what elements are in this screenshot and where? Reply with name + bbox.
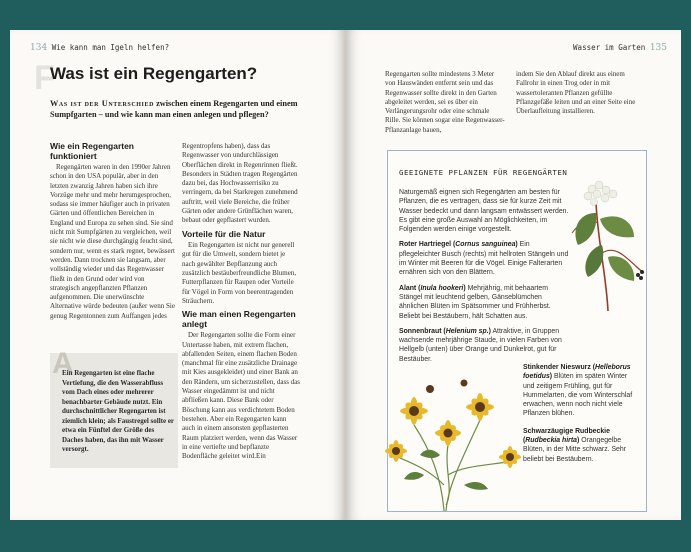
running-head-left bbox=[30, 43, 169, 53]
paragraph-continuation: Regentropfens haben), dass das Regenwasser von undurchlässigen Oberflächen direkt in Regenrinnen fließt. Besonders in Städten tragen Regengärten dazu bei, das Hochwasserrisiko zu verringern, da bei Starkregen zunehmend auftritt, weil viele Bereiche, die früher Gärten oder andere Grünflächen waren, bebaut oder gepflastert wurden. bbox=[182, 142, 298, 225]
definition-callout bbox=[50, 347, 178, 468]
callout-drop-letter: A bbox=[52, 347, 74, 380]
section-heading-benefits: Vorteile für die Natur bbox=[182, 228, 266, 239]
article-title: Was ist ein Regengarten? bbox=[50, 64, 258, 83]
running-head-right-text: Wasser im Garten bbox=[573, 43, 646, 52]
page-number-left: 134 bbox=[30, 43, 48, 53]
lead-smallcaps: Was ist der Unterschied bbox=[50, 99, 154, 108]
helenium-illustration bbox=[384, 365, 524, 511]
plant-entry: Schwarzäugige Rudbeckie (Rudbeckia hirta) Orangegelbe Blüten, in der Mitte schwarz. Sehr beliebt bei Bestäubern. bbox=[523, 427, 627, 463]
plant-entry: Alant (Inula hookeri) Mehrjährig, mit behaartem Stängel mit leuchtend gelben, Gänseblümchen ähnlichen Blüten im Spätsommer und Frühherbst. Beliebt bei Bestäubern, hält Schatten aus. bbox=[399, 284, 551, 320]
drop-letter-f: F bbox=[34, 59, 55, 97]
plants-box-title: GEEIGNETE PFLANZEN FÜR REGENGÄRTEN bbox=[399, 168, 568, 177]
plant-entry: Roter Hartriegel (Cornus sanguinea) Ein pflegeleichter Busch (rechts) mit hellroten Stängeln und im Winter mit Beeren für die Vögel. Einige Falterarten ernähren sich von den Blättern. bbox=[399, 241, 569, 277]
callout-text: Ein Regengarten ist eine flache Vertiefung, die den Wasserabfluss vom Dach eines oder mehrerer benachbarter Gebäude nutzt. Ein durchschnittlicher Regengarten ist ziemlich klein; als Faustregel sollte er etwa ein Fünftel der Größe des Daches haben, das ihn mit Wasser versorgt. bbox=[62, 369, 174, 453]
paragraph-build: Der Regengarten sollte die Form einer Untertasse haben, mit extrem flachen, abfallenden Seiten, einem flachen Boden (manchmal für eine zusätzliche Drainage mit Kies ausgekleidet) und einer Bank an den Rändern, um sicherzustellen, dass das Wasser eingedämmt ist und nicht abfließen kann. Diese Bank oder Böschung kann aus verdichtetem Boden bestehen. Aber ein Regengarten kann auch in einem ansonsten gepflasterten Raum platziert werden, wenn das Wasser in eine vertiefte und bepflanzte Bodenfläche geleitet wird.Ein bbox=[182, 331, 300, 461]
right-column-2: indem Sie den Ablauf direkt aus einem Fallrohr in einen Trog oder in mit wassertoleranten Pflanzen gefüllte Pflanzgefäße leiten und an einer Seite eine Überlaufleitung installieren. bbox=[516, 70, 636, 116]
book-spread bbox=[10, 30, 681, 520]
plants-box-lower bbox=[523, 363, 638, 472]
plant-entry: Sonnenbraut (Helenium sp.) Attraktive, in Gruppen wachsende mehrjährige Staude, in vielen Farben von Hellgelb (unten) über Orange und Dunkelrot, gut für Bestäuber. bbox=[399, 327, 562, 363]
lead-paragraph bbox=[50, 98, 330, 120]
right-column-1: Regengarten sollte mindestens 3 Meter von Hauswänden entfernt sein und das Regenwasser sollte direkt in den Garten abgeleitet werden, sei es über ein Verlängerungsrohr oder eine schmale Rille. Sie können sogar eine Regenwasser-Pflanzanlage bauen, bbox=[385, 70, 505, 134]
plants-intro: Naturgemäß eignen sich Regengärten am besten für Pflanzen, die es vertragen, dass sie für kurze Zeit mit Wasser bedeckt und dann langsam entwässert werden. Es gibt eine große Auswahl an Möglichkeiten, im Folgenden werden einige vorgestellt. bbox=[399, 189, 569, 234]
helenium-flower bbox=[400, 397, 428, 425]
running-head-right bbox=[573, 43, 667, 53]
right-page bbox=[347, 30, 681, 520]
paragraph-function: Regengärten waren in den 1990er Jahren schon in den USA populär, aber in den letzten zwanzig Jahren haben sich ihre Vorzüge mehr und mehr herumgesprochen, sodass sie immer häufiger auch in privaten Gärten und öffentlichen Bereichen in England und Europa zu sehen sind. Sie sind nicht mit Sumpfgärten zu vergleichen, weil sie nicht wie diese durchgängig feucht sind, sondern nur, wenn es stark regnet, bewässert werden. Dann trocknen sie langsam, aber vollständig wieder und das Regenwasser fließt in den Grund oder wird von strategisch angepflanzten Pflanzen aufgenommen. Die unerwünschte Alternative würde bedeuten (außer wenn Sie genug Regentonnen zum Auffangen jedes bbox=[50, 163, 175, 320]
left-page bbox=[10, 30, 344, 520]
paragraph-benefits: Ein Regengarten ist nicht nur generell gut für die Umwelt, sondern bietet je nach gewählter Bepflanzung auch zusätzlich bestäuberfreundliche Blumen, Futterpflanzen für Raupen oder Vorteile für Vögel in Form von beerentragenden Sträuchern. bbox=[182, 241, 297, 305]
plants-box-body bbox=[399, 188, 571, 370]
plant-entry: Stinkender Nieswurz (Helleborus foetidus) Blüten im späten Winter und zeitigem Frühling, gut für Hummelarten, die vom Winterschlaf erwachen, wenn noch nicht viele Pflanzen blühen. bbox=[523, 364, 633, 418]
section-heading-build: Wie man einen Regengarten anlegt bbox=[182, 309, 296, 329]
dogwood-illustration bbox=[568, 173, 648, 313]
section-heading-function: Wie ein Regengarten funktioniert bbox=[50, 141, 134, 161]
running-head-left-text: Wie kann man Igeln helfen? bbox=[51, 43, 170, 52]
lead-rest: zwischen einem Regengarten und einem Sumpfgarten – und wie kann man einen anlegen und pflegen? bbox=[50, 99, 298, 119]
plants-box bbox=[387, 150, 647, 512]
left-column-1 bbox=[50, 142, 175, 321]
page-number-right: 135 bbox=[649, 43, 667, 53]
left-column-2 bbox=[182, 142, 300, 461]
